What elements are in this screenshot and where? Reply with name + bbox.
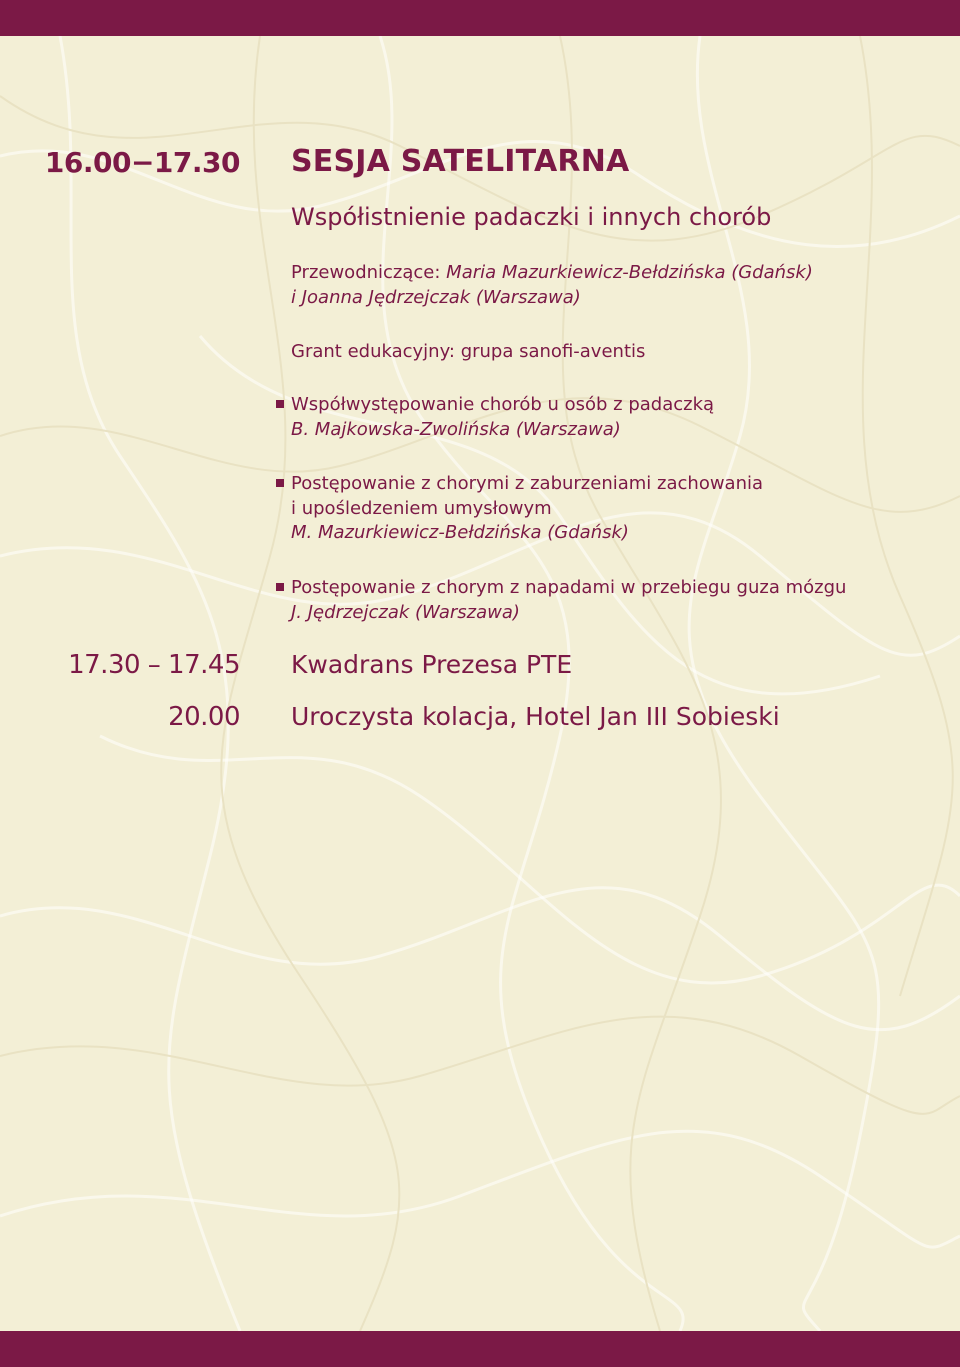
event-1-time: 17.30 – 17.45 [68, 650, 240, 680]
bottom-bar [0, 1331, 960, 1367]
talk-3-author: J. Jędrzejczak (Warszawa) [291, 602, 520, 623]
talk-2-title-line-2: i upośledzeniem umysłowym [291, 498, 552, 519]
talk-3-title: Postępowanie z chorym z napadami w przebiegu guza mózgu [291, 577, 847, 598]
top-bar [0, 0, 960, 36]
chairs-label: Przewodniczące: [291, 262, 447, 283]
event-2-title: Uroczysta kolacja, Hotel Jan III Sobieski [291, 702, 780, 731]
chairs-name-1: Maria Mazurkiewicz-Bełdzińska (Gdańsk) [446, 262, 813, 283]
talk-1-author: B. Majkowska-Zwolińska (Warszawa) [291, 419, 621, 440]
chairs-line-2: i Joanna Jędrzejczak (Warszawa) [291, 287, 581, 308]
grant-info: Grant edukacyjny: grupa sanofi-aventis [291, 341, 646, 362]
event-2-time: 20.00 [168, 702, 240, 732]
event-1-title: Kwadrans Prezesa PTE [291, 650, 573, 679]
bullet-icon [276, 400, 284, 408]
session-time: 16.00−17.30 [44, 146, 240, 179]
bullet-icon [276, 583, 284, 591]
chairs-line-1 [291, 261, 813, 285]
talk-2-title-line-1: Postępowanie z chorymi z zaburzeniami zachowania [291, 473, 764, 494]
bullet-icon [276, 479, 284, 487]
talk-2-author: M. Mazurkiewicz-Bełdzińska (Gdańsk) [291, 522, 629, 543]
session-title: SESJA SATELITARNA [291, 144, 630, 179]
session-subtitle: Współistnienie padaczki i innych chorób [291, 203, 772, 231]
talk-1-title: Współwystępowanie chorób u osób z padaczką [291, 394, 715, 415]
